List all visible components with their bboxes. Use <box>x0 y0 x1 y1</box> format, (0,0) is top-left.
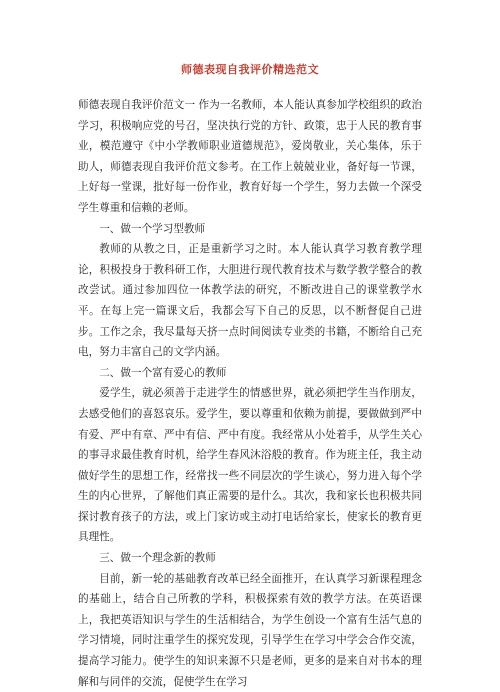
section-heading-1: 一、做一个学习型教师 <box>99 222 206 235</box>
section-body-2: 爱学生，就必须善于走进学生的情感世界，就必须把学生当作朋友，去感受他们的喜怒哀乐。爱学生，要以尊重和依赖为前提，要做做到严中有爱、严中有章、严中有信、严中有度。我经常从小处着手，从学生关心的事寻求最佳教育时机，给学生春风沐浴般的教育。作为班主任，我主动做好学生的思想工作，经常找一些不同层次的学生谈心，努力进入每个学生的内心世界，了解他们真正需要的是什么。其次，我和家长也积极共同探讨教育孩子的方法，或上门家访或主动打电话给家长，使家长的教育更具理性。 <box>78 387 422 544</box>
intro-paragraph: 师德表现自我评价范文一 作为一名教师，本人能认真参加学校组织的政治学习，积极响应党的号召，坚决执行党的方针、政策，忠于人民的教育事业，模范遵守《中小学教师职业道德规范》，爱岗敬业，关心集体，乐于助人，师德表现自我评价范文参考。在工作上兢兢业业，备好每一节课，上好每一堂课，批好每一份作业，教育好每一个学生，努力去做一个深受学生尊重和信赖的老师。 <box>78 99 422 214</box>
section-body-3: 目前，新一轮的基础教育改革已经全面推开，在认真学习新课程理念的基础上，结合自己所教的学科，积极探索有效的教学方法。在英语课上，我把英语知识与学生的生活相结合，为学生创设一个富有生活气息的学习情境，同时注重学生的探究发现，引导学生在学习中学会合作交流，提高学习能力。使学生的知识来源不只是老师，更多的是来自对书本的理解和与同伴的交流，促使学生在学习 <box>78 572 422 688</box>
section-heading-2: 二、做一个富有爱心的教师 <box>99 366 227 379</box>
document-title: 师德表现自我评价精选范文 <box>181 63 319 76</box>
section-body-1: 教师的从教之日，正是重新学习之时。本人能认真学习教育教学理论，积极投身于教科研工作，大胆进行现代教育技术与数学教学整合的教改尝试。通过参加四位一体教学法的研究，不断改进自己的课堂教学水平。在每上完一篇课文后，我都会写下自己的反思，以不断督促自己进步。工作之余，我尽量每天挤一点时间阅读专业类的书籍，不断给自己充电，努力丰富自己的文学内涵。 <box>78 243 422 359</box>
section-heading-3: 三、做一个理念新的教师 <box>99 552 216 565</box>
